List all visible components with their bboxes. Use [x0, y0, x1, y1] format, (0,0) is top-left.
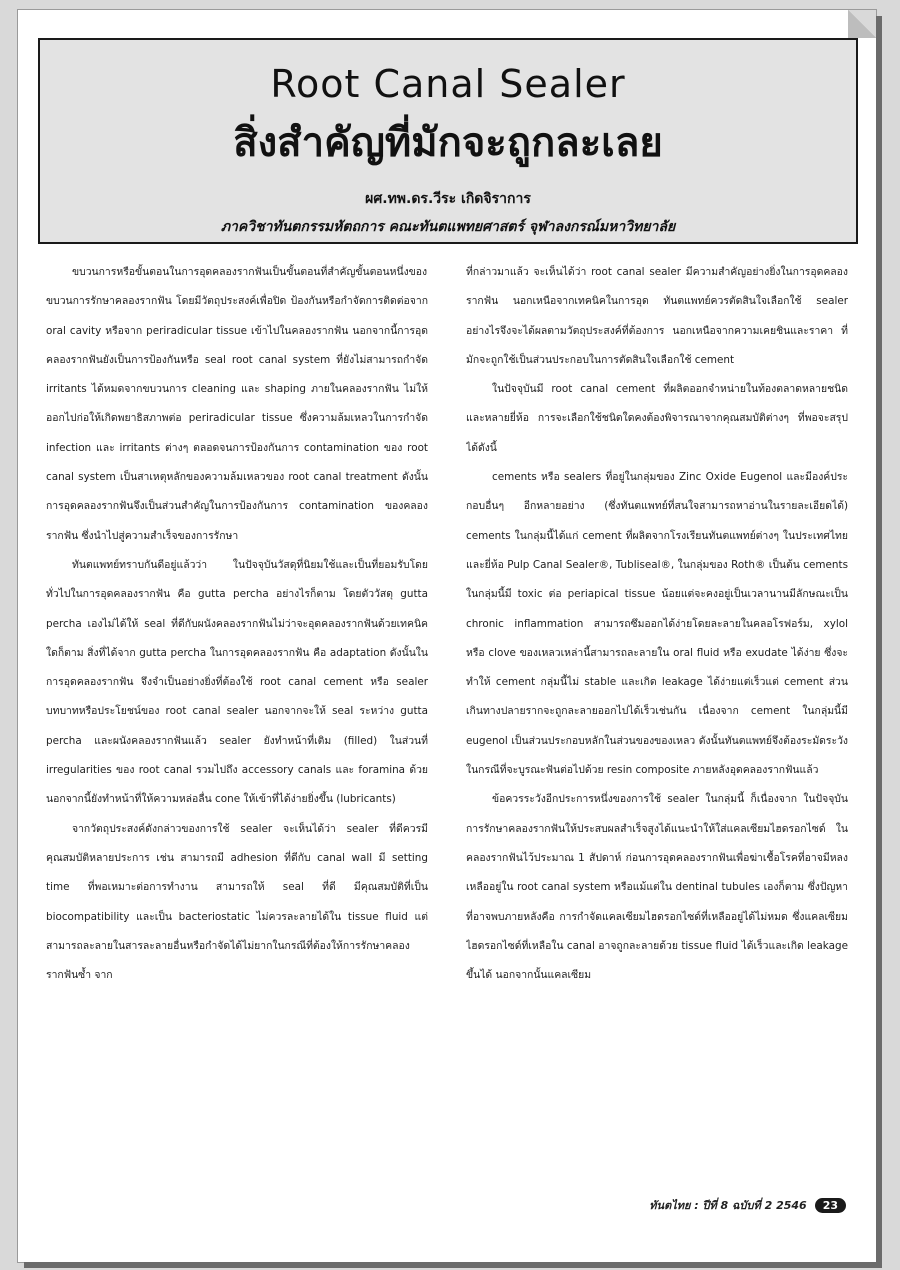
article-body	[46, 258, 854, 1188]
title-box	[38, 38, 858, 244]
article-title-thai: สิ่งสำคัญที่มักจะถูกละเลย	[233, 120, 663, 166]
right-column	[466, 258, 848, 1188]
paragraph: ข้อควรระวังอีกประการหนึ่งของการใช้ sealer ในกลุ่มนี้ ก็เนื่องจาก ในปัจจุบันการรักษาคลองรากฟันให้ประสบผลสำเร็จสูงได้แนะนำให้ใส่แคลเซียมไฮดรอกไซด์ ในคลองรากฟันไว้ประมาณ 1 สัปดาห์ ก่อนการอุดคลองรากฟันเพื่อฆ่าเชื้อโรคที่อาจมีหลงเหลืออยู่ใน root canal system หรือแม้แต่ใน dentinal tubules เองก็ตาม ซึ่งปัญหาที่อาจพบภายหลังคือ การกำจัดแคลเซียมไฮดรอกไซด์ที่เหลืออยู่ได้ไม่หมด ซึ่งแคลเซียมไฮดรอกไซด์ที่เหลือใน canal อาจถูกละลายด้วย tissue fluid ได้เร็วและเกิด leakage ขึ้นได้ นอกจากนั้นแคลเซียม	[466, 793, 848, 982]
paragraph: ทันตแพทย์ทราบกันดีอยู่แล้วว่า ในปัจจุบันวัสดุที่นิยมใช้และเป็นที่ยอมรับโดยทั่วไปในการอุดคลองรากฟัน คือ gutta percha อย่างไรก็ตาม โดยตัววัสดุ gutta percha เองไม่ได้ให้ seal ที่ดีกับผนังคลองรากฟันไม่ว่าจะอุดคลองรากฟันด้วยเทคนิคใดก็ตาม สิ่งที่ได้จาก gutta percha ในการอุดคลองรากฟัน คือ adaptation ดังนั้นในการอุดคลองรากฟัน จึงจำเป็นอย่างยิ่งที่ต้องใช้ root canal cement หรือ sealer บทบาทหรือประโยชน์ของ root canal sealer นอกจากจะให้ seal ระหว่าง gutta percha และผนังคลองรากฟันแล้ว sealer ยังทำหน้าที่เติม (filled) ในส่วนที่ irregularities ของ root canal รวมไปถึง accessory canals และ foramina ด้วย นอกจากนี้ยังทำหน้าที่ให้ความหล่อลื่น cone ให้เข้าที่ได้ง่ายยิ่งขึ้น (lubricants)	[46, 558, 428, 806]
journal-page	[18, 10, 876, 1262]
paragraph: cements หรือ sealers ที่อยู่ในกลุ่มของ Zinc Oxide Eugenol และมีองค์ประกอบอื่นๆ อีกหลายอย่าง (ซึ่งทันตแพทย์ที่สนใจสามารถหาอ่านในรายละเอียดได้) cements ในกลุ่มนี้ได้แก่ cement ที่ผลิตจากโรงเรียนทันตแพทย์ต่างๆ ในประเทศไทย และยี่ห้อ Pulp Canal Sealer®, Tubliseal®, ในกลุ่มของ Roth® เป็นต้น cements ในกลุ่มนี้มี toxic ต่อ periapical tissue น้อยแต่จะคงอยู่เป็นเวลานานมีลักษณะเป็น chronic inflammation สามารถซึมออกได้ง่ายโดยละลายในคลอโรฟอร์ม, xylol หรือ clove ของเหลวเหล่านี้สามารถละลายใน oral fluid หรือ exudate ได้ง่าย ซึ่งจะทำให้ cement กลุ่มนี้ไม่ stable และเกิด leakage ได้ง่ายแต่เร็วแต่ cement ส่วนเกินทางปลายรากจะถูกละลายออกไปได้เร็วเช่นกัน เนื่องจาก cement ในกลุ่มนี้มี eugenol เป็นส่วนประกอบหลักในส่วนของของเหลว ดังนั้นทันตแพทย์จึงต้องระมัดระวัง ในกรณีที่จะบูรณะฟันต่อไปด้วย resin composite ภายหลังอุดคลองรากฟันแล้ว	[466, 471, 848, 777]
paragraph: ขบวนการหรือขั้นตอนในการอุดคลองรากฟันเป็นขั้นตอนที่สำคัญขั้นตอนหนึ่งของขบวนการรักษาคลองรากฟัน โดยมีวัตถุประสงค์เพื่อปิด ป้องกันหรือกำจัดการติดต่อจาก oral cavity หรือจาก periradicular tissue เข้าไปในคลองรากฟัน นอกจากนี้การอุดคลองรากฟันยังเป็นการป้องกันหรือ seal root canal system ที่ยังไม่สามารถกำจัด irritants ได้หมดจากขบวนการ cleaning และ shaping ภายในคลองรากฟัน ไม่ให้ออกไปก่อให้เกิดพยาธิสภาพต่อ periradicular tissue ซึ่งความล้มเหลวในการกำจัด infection และ irritants ต่างๆ ตลอดจนการป้องกันการ contamination ของ root canal system เป็นสาเหตุหลักของความล้มเหลวของ root canal treatment ดังนั้นการอุดคลองรากฟันจึงเป็นส่วนสำคัญในการป้องกันการ contamination ของคลองรากฟัน ซึ่งนำไปสู่ความสำเร็จของการรักษา	[46, 266, 428, 542]
journal-citation: ทันตไทย : ปีที่ 8 ฉบับที่ 2 2546	[649, 1199, 807, 1212]
paragraph: จากวัตถุประสงค์ดังกล่าวของการใช้ sealer จะเห็นได้ว่า sealer ที่ดีควรมีคุณสมบัติหลายประการ เช่น สามารถมี adhesion ที่ดีกับ canal wall มี setting time ที่พอเหมาะต่อการทำงาน สามารถให้ seal ที่ดี มีคุณสมบัติที่เป็น biocompatibility และเป็น bacteriostatic ไม่ควรละลายได้ใน tissue fluid แต่สามารถละลายในสารละลายอื่นหรือกำจัดได้ไม่ยากในกรณีที่ต้องให้การรักษาคลองรากฟันซ้ำ จาก	[46, 822, 428, 982]
affiliation-line: ภาควิชาทันตกรรมหัตถการ คณะทันตแพทยศาสตร์ จุฬาลงกรณ์มหาวิทยาลัย	[220, 219, 676, 235]
article-title-english: Root Canal Sealer	[270, 62, 626, 106]
page-number: 23	[815, 1198, 846, 1213]
left-column	[46, 258, 428, 1188]
paragraph: ในปัจจุบันมี root canal cement ที่ผลิตออกจำหน่ายในท้องตลาดหลายชนิดและหลายยี่ห้อ การจะเลือกใช้ชนิดใดคงต้องพิจารณาจากคุณสมบัติต่างๆ ที่พอจะสรุปได้ดังนี้	[466, 383, 848, 454]
author-line: ผศ.ทพ.ดร.วีระ เกิดจิราการ	[365, 191, 531, 207]
page-footer	[649, 1196, 846, 1214]
paragraph: ที่กล่าวมาแล้ว จะเห็นได้ว่า root canal sealer มีความสำคัญอย่างยิ่งในการอุดคลองรากฟัน นอกเหนือจากเทคนิคในการอุด ทันตแพทย์ควรตัดสินใจเลือกใช้ sealer อย่างไรจึงจะได้ผลตามวัตถุประสงค์ที่ต้องการ นอกเหนือจากความเคยชินและราคา ที่มักจะถูกใช้เป็นส่วนประกอบในการตัดสินใจเลือกใช้ cement	[466, 266, 848, 366]
page-curl	[848, 10, 876, 38]
